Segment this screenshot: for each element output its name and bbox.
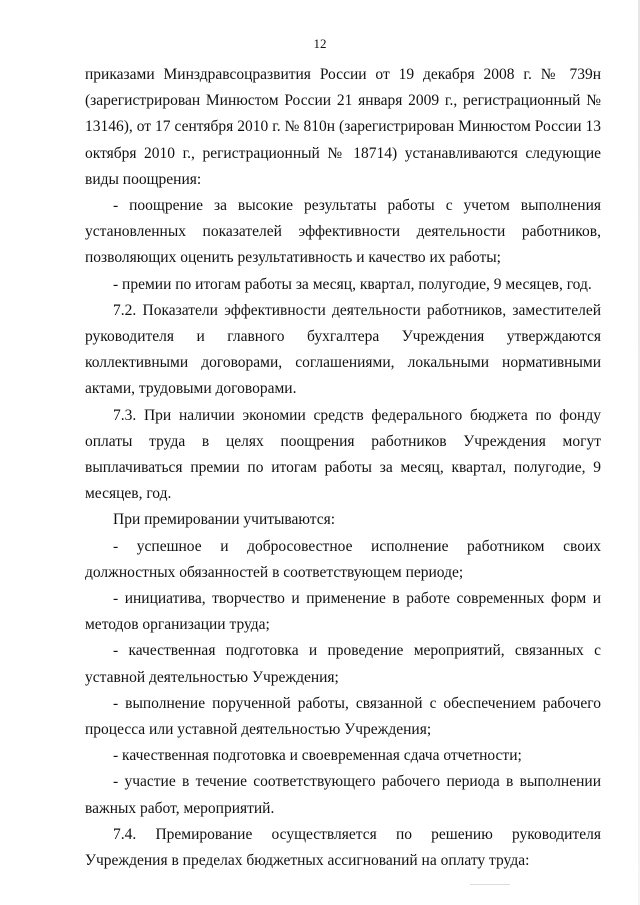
intro-paragraph: приказами Минздравсоцразвития России от 19 декабря 2008 г. № 739н (зарегистрирован Минюстом России 21 января 2009 г., регистрационный № 13146), от 17 сентября 2010 г. № 810н (зарегистрирован Минюстом России 13 октября 2010 г., регистрационный № 18714) устанавливаются следующие виды поощрения: [85, 66, 601, 188]
list-item-duties: - успешное и добросовестное исполнение работником своих должностных обязанностей в соответствующем периоде; [85, 537, 601, 581]
list-item-reward-performance: - поощрение за высокие результаты работы с учетом выполнения установленных показателей эффективности деятельности работников, позволяющих оценить результативность и качество их работы; [85, 197, 601, 267]
section-7-4-paragraph: 7.4. Премирование осуществляется по решению руководителя Учреждения в пределах бюджетных ассигнований на оплату труда: [85, 825, 601, 870]
list-item-bonus-periods: - премии по итогам работы за месяц, квартал, полугодие, 9 месяцев, год. [113, 275, 592, 293]
page-number: 12 [313, 36, 327, 51]
section-7-3-paragraph: 7.3. При наличии экономии средств федерального бюджета по фонду оплаты труда в целях поощрения работников Учреждения могут выплачиваться премии по итогам работы за месяц, квартал, полугодие, 9 месяцев, год. [85, 406, 601, 503]
list-item-events: - качественная подготовка и проведение мероприятий, связанных с уставной деятельностью Учреждения; [85, 642, 601, 686]
bonus-criteria-heading: При премировании учитываются: [113, 511, 336, 529]
list-item-assigned-work: - выполнение порученной работы, связанной с обеспечением рабочего процесса или уставной деятельностью Учреждения; [85, 694, 601, 739]
scan-speck [470, 884, 510, 885]
section-7-2-paragraph: 7.2. Показатели эффективности деятельности работников, заместителей руководителя и главного бухгалтера Учреждения утверждаются коллективными договорами, соглашениями, локальными нормативными актами, трудовыми договорами. [85, 301, 601, 398]
list-item-reporting: - качественная подготовка и своевременная сдача отчетности; [113, 747, 522, 765]
list-item-important-works: - участие в течение соответствующего рабочего периода в выполнении важных работ, мероприятий. [85, 773, 601, 817]
list-item-initiative: - инициатива, творчество и применение в работе современных форм и методов организации труда; [85, 590, 601, 634]
document-body [85, 62, 601, 874]
